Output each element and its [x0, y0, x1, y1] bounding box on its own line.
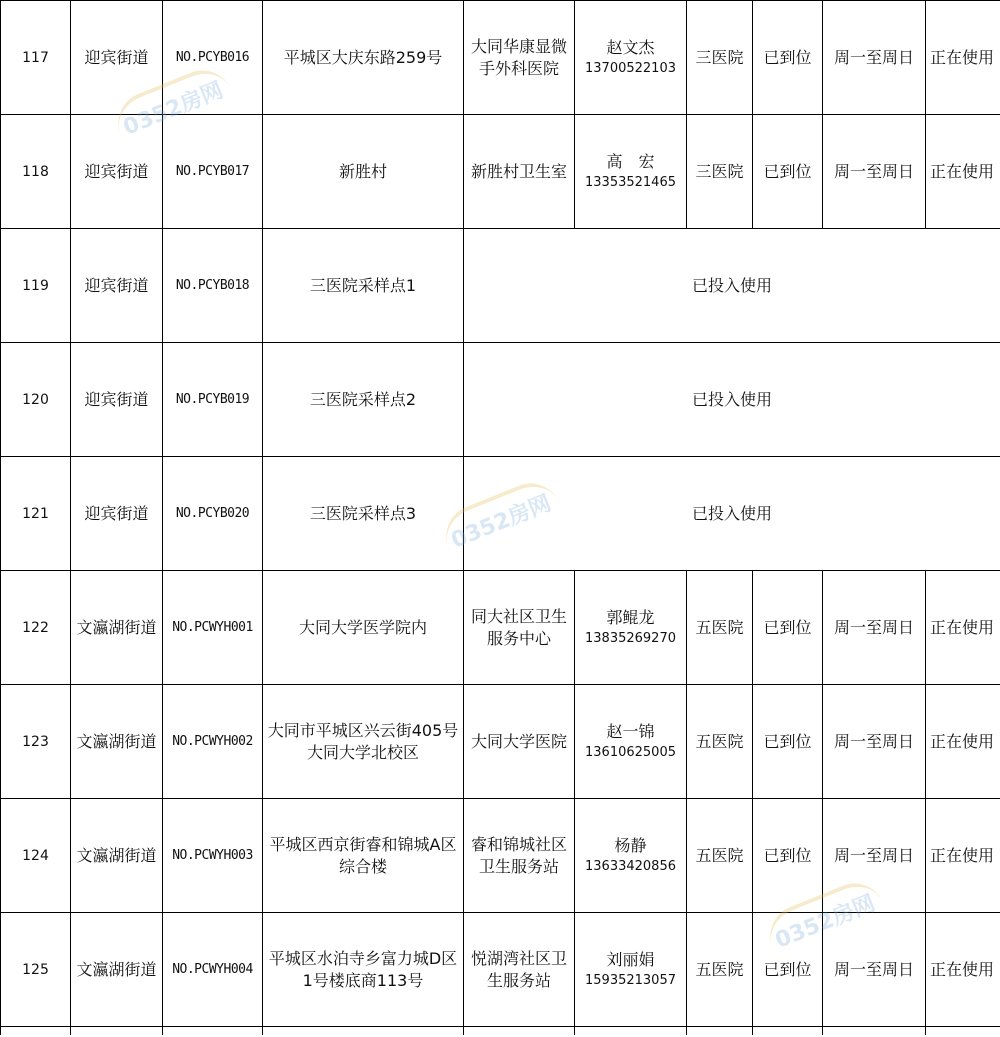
status-cell: 正在使用	[926, 685, 1000, 799]
site-code-cell: NO.PCYB017	[163, 115, 263, 229]
street-cell: 迎宾街道	[71, 343, 163, 457]
row-index: 120	[1, 343, 71, 457]
unit-cell: 睿和锦城社区卫生服务站	[464, 799, 575, 913]
contact-name: 郭鲲龙	[606, 607, 655, 627]
unit-cell: 悦湖湾社区卫生服务站	[464, 913, 575, 1027]
street-cell: 迎宾街道	[71, 229, 163, 343]
table-body	[1, 1, 1000, 1036]
status-cell: 正在使用	[926, 1, 1000, 115]
arrived-cell: 已到位	[753, 1, 823, 115]
street-cell: 文瀛湖街道	[71, 571, 163, 685]
contact-name: 赵一锦	[606, 721, 655, 741]
table-row	[1, 685, 1000, 799]
contact-cell	[575, 115, 687, 229]
contact-name: 赵文杰	[606, 37, 655, 57]
arrived-cell: 已到位	[753, 799, 823, 913]
table-row	[1, 571, 1000, 685]
contact-cell	[575, 799, 687, 913]
table-row	[1, 343, 1000, 457]
address-cell: 大同市平城区兴云街405号大同大学北校区	[263, 685, 464, 799]
table-row	[1, 115, 1000, 229]
contact-phone: 13633420856	[585, 858, 676, 874]
address-cell: 大同大学医学院内	[263, 571, 464, 685]
partial-cell	[464, 1027, 575, 1036]
hospital-cell: 三医院	[687, 1, 753, 115]
arrived-cell: 已到位	[753, 685, 823, 799]
row-index: 124	[1, 799, 71, 913]
contact-name: 高 宏	[606, 151, 655, 171]
watermark: 0352房网	[770, 886, 879, 954]
site-code-cell: NO.PCWYH003	[163, 799, 263, 913]
table-row-partial	[1, 1027, 1000, 1036]
hospital-cell: 五医院	[687, 571, 753, 685]
contact-name: 刘丽娟	[606, 949, 655, 969]
time-cell: 周一至周日	[823, 799, 926, 913]
address-cell: 平城区大庆东路259号	[263, 1, 464, 115]
status-cell: 正在使用	[926, 115, 1000, 229]
address-cell: 平城区水泊寺乡富力城D区1号楼底商113号	[263, 913, 464, 1027]
partial-cell	[163, 1027, 263, 1036]
merged-status-cell: 已投入使用	[464, 457, 1000, 571]
address-cell: 三医院采样点2	[263, 343, 464, 457]
contact-phone: 13353521465	[585, 174, 676, 190]
partial-cell	[71, 1027, 163, 1036]
partial-cell	[1, 1027, 71, 1036]
time-cell: 周一至周日	[823, 913, 926, 1027]
address-cell: 三医院采样点1	[263, 229, 464, 343]
time-cell: 周一至周日	[823, 571, 926, 685]
arrived-cell: 已到位	[753, 571, 823, 685]
contact-cell	[575, 913, 687, 1027]
street-cell: 迎宾街道	[71, 1, 163, 115]
time-cell: 周一至周日	[823, 1, 926, 115]
partial-cell	[926, 1027, 1000, 1036]
unit-cell: 大同华康显微手外科医院	[464, 1, 575, 115]
table-row	[1, 799, 1000, 913]
status-cell: 正在使用	[926, 913, 1000, 1027]
contact-phone: 15935213057	[585, 972, 676, 988]
row-index: 122	[1, 571, 71, 685]
merged-status-cell: 已投入使用	[464, 229, 1000, 343]
street-cell: 文瀛湖街道	[71, 799, 163, 913]
address-cell: 平城区西京街睿和锦城A区综合楼	[263, 799, 464, 913]
address-cell: 新胜村	[263, 115, 464, 229]
row-index: 121	[1, 457, 71, 571]
table-row	[1, 913, 1000, 1027]
hospital-cell: 五医院	[687, 913, 753, 1027]
hospital-cell: 五医院	[687, 685, 753, 799]
watermark: 0352房网	[118, 73, 227, 141]
street-cell: 文瀛湖街道	[71, 913, 163, 1027]
site-code-cell: NO.PCWYH001	[163, 571, 263, 685]
partial-cell	[823, 1027, 926, 1036]
site-code-cell: NO.PCYB016	[163, 1, 263, 115]
contact-name: 杨静	[614, 835, 647, 855]
arrived-cell: 已到位	[753, 115, 823, 229]
status-cell: 正在使用	[926, 799, 1000, 913]
hospital-cell: 三医院	[687, 115, 753, 229]
status-cell: 正在使用	[926, 571, 1000, 685]
site-code-cell: NO.PCYB018	[163, 229, 263, 343]
table-row	[1, 1, 1000, 115]
street-cell: 文瀛湖街道	[71, 685, 163, 799]
table-row	[1, 229, 1000, 343]
table-row	[1, 457, 1000, 571]
street-cell: 迎宾街道	[71, 457, 163, 571]
partial-cell	[575, 1027, 687, 1036]
contact-phone: 13700522103	[585, 60, 676, 76]
site-code-cell: NO.PCYB020	[163, 457, 263, 571]
time-cell: 周一至周日	[823, 115, 926, 229]
contact-cell	[575, 1, 687, 115]
site-code-cell: NO.PCYB019	[163, 343, 263, 457]
hospital-cell: 五医院	[687, 799, 753, 913]
merged-status-cell: 已投入使用	[464, 343, 1000, 457]
row-index: 125	[1, 913, 71, 1027]
unit-cell: 大同大学医院	[464, 685, 575, 799]
unit-cell: 新胜村卫生室	[464, 115, 575, 229]
partial-cell	[687, 1027, 753, 1036]
contact-phone: 13610625005	[585, 744, 676, 760]
partial-cell	[263, 1027, 464, 1036]
arrived-cell: 已到位	[753, 913, 823, 1027]
partial-cell	[753, 1027, 823, 1036]
site-code-cell: NO.PCWYH002	[163, 685, 263, 799]
address-cell: 三医院采样点3	[263, 457, 464, 571]
row-index: 119	[1, 229, 71, 343]
contact-cell	[575, 571, 687, 685]
unit-cell: 同大社区卫生服务中心	[464, 571, 575, 685]
street-cell: 迎宾街道	[71, 115, 163, 229]
contact-phone: 13835269270	[585, 630, 676, 646]
row-index: 118	[1, 115, 71, 229]
contact-cell	[575, 685, 687, 799]
time-cell: 周一至周日	[823, 685, 926, 799]
row-index: 117	[1, 1, 71, 115]
watermark: 0352房网	[446, 486, 555, 554]
row-index: 123	[1, 685, 71, 799]
site-code-cell: NO.PCWYH004	[163, 913, 263, 1027]
